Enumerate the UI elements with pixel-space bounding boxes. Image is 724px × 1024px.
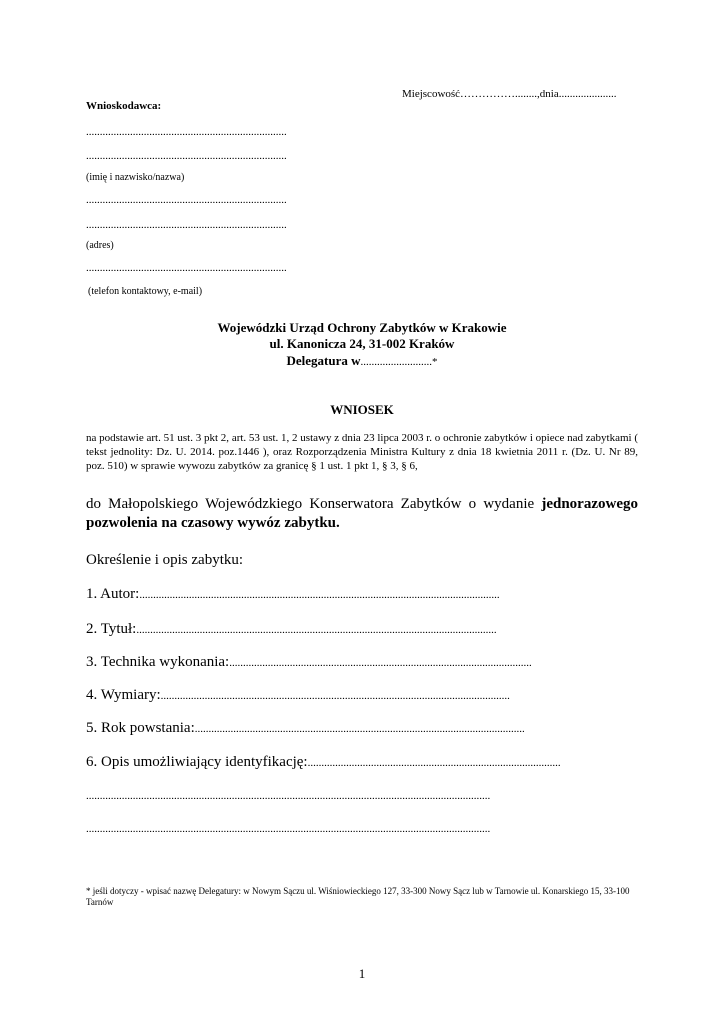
field-author bbox=[86, 586, 500, 603]
field-technique bbox=[86, 654, 532, 671]
address-caption: (adres) bbox=[86, 240, 114, 251]
request-text bbox=[86, 495, 638, 533]
field-label: 6. Opis umożliwiający identyfikację: bbox=[86, 754, 308, 770]
field-dots: ........................................................................................................................ bbox=[194, 723, 525, 735]
field-description bbox=[86, 754, 561, 771]
place-date-line: Miejscowość……………........,dnia..................... bbox=[402, 88, 617, 100]
applicant-address-line-1: ......................................................................... bbox=[86, 194, 287, 206]
recipient-office: Wojewódzki Urząd Ochrony Zabytków w Krakowie bbox=[217, 320, 507, 335]
document-title: WNIOSEK bbox=[330, 402, 394, 417]
field-dots: ............................................................................................................................... bbox=[160, 690, 510, 702]
applicant-contact-line: ......................................................................... bbox=[86, 262, 287, 274]
description-line-2: ................................................................................................................................................... bbox=[86, 823, 491, 835]
field-title bbox=[86, 621, 497, 638]
section-heading: Określenie i opis zabytku: bbox=[86, 552, 244, 568]
delegation-label: Delegatura w bbox=[286, 353, 361, 368]
field-dots: .............................................................................................................. bbox=[229, 657, 532, 669]
description-line-1: ................................................................................................................................................... bbox=[86, 790, 491, 802]
name-caption: (imię i nazwisko/nazwa) bbox=[86, 172, 185, 183]
applicant-name-line-1: ......................................................................... bbox=[86, 126, 287, 138]
field-label: 3. Technika wykonania: bbox=[86, 654, 230, 670]
contact-caption: (telefon kontaktowy, e-mail) bbox=[88, 286, 203, 297]
field-dots: ................................................................................................................................... bbox=[139, 589, 500, 601]
request-prefix: do Małopolskiego Wojewódzkiego Konserwatora Zabytków o wydanie bbox=[86, 496, 542, 512]
field-label: 1. Autor: bbox=[86, 586, 140, 602]
footnote: * jeśli dotyczy - wpisać nazwę Delegatury: w Nowym Sączu ul. Wiśniowieckiego 127, 33-300 Nowy Sącz lub w Tarnowie ul. Konarskiego 15, 33-100 Tarnów bbox=[86, 886, 630, 907]
field-label: 5. Rok powstania: bbox=[86, 720, 195, 736]
field-dots: ................................................................................................................................... bbox=[136, 624, 497, 636]
field-label: 4. Wymiary: bbox=[86, 687, 161, 703]
field-label: 2. Tytuł: bbox=[86, 621, 137, 637]
field-dots: ............................................................................................ bbox=[307, 757, 561, 769]
page-number: 1 bbox=[358, 966, 366, 981]
applicant-label: Wnioskodawca: bbox=[86, 100, 162, 112]
legal-basis: na podstawie art. 51 ust. 3 pkt 2, art. 53 ust. 1, 2 ustawy z dnia 23 lipca 2003 r. o ochronie zabytków i opiece nad zabytkami ( tekst jednolity: Dz. U. 2014. poz.1446 ), oraz Rozporządzenia Ministra Kultury z dnia 18 kwietnia 2011 r. (Dz. U. Nr 89, poz. 510) w sprawie wywozu zabytków za granicę § 1 ust. 1 pkt 1, § 3, § 6, bbox=[86, 432, 638, 472]
recipient-address: ul. Kanonicza 24, 31-002 Kraków bbox=[269, 336, 455, 351]
recipient-delegation bbox=[0, 353, 724, 369]
delegation-dots: ..........................* bbox=[360, 356, 438, 368]
field-dimensions bbox=[86, 687, 510, 704]
applicant-address-line-2: ......................................................................... bbox=[86, 219, 287, 231]
request-bold: jednorazowego pozwolenia na czasowy wywóz zabytku. bbox=[86, 496, 638, 531]
field-year bbox=[86, 720, 525, 737]
applicant-name-line-2: ......................................................................... bbox=[86, 150, 287, 162]
